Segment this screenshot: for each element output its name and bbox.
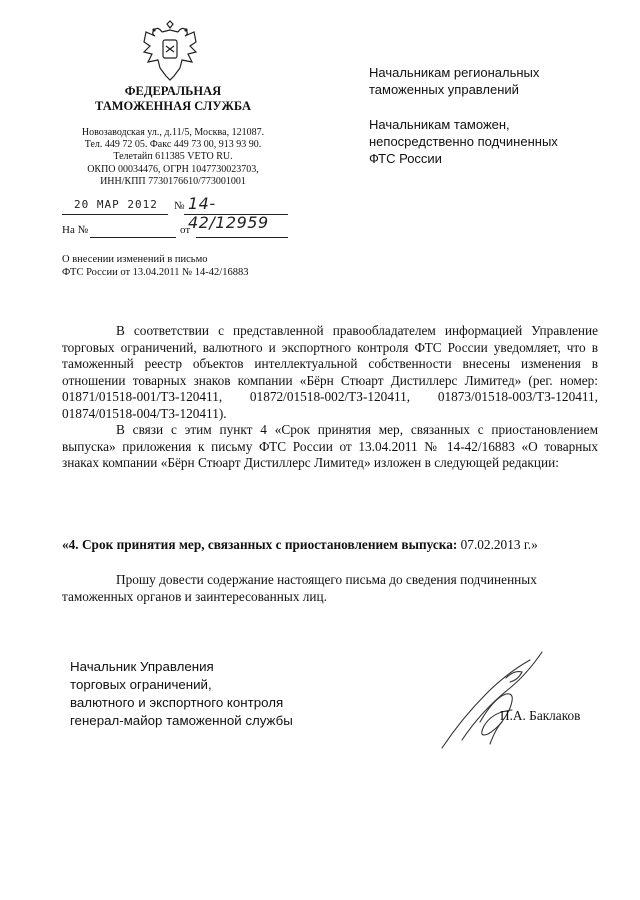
- subject-line: О внесении изменений в письмо: [62, 254, 208, 265]
- recipient-line: Начальникам таможен,: [369, 117, 510, 132]
- handwritten-signature-icon: [432, 648, 562, 758]
- recipient-line: непосредственно подчиненных: [369, 134, 558, 149]
- signer-name: П.А. Баклаков: [500, 708, 581, 723]
- address-line: ОКПО 00034476, ОГРН 1047730023703,: [87, 163, 259, 175]
- address-line: Тел. 449 72 05. Факс 449 73 00, 913 93 90.: [84, 139, 262, 151]
- reference-date-underline: [196, 237, 288, 238]
- amended-clause-text: «4. Срок принятия мер, связанных с приостановлением выпуска:: [62, 537, 458, 552]
- body-paragraph: Прошу довести содержание настоящего письма до сведения подчиненных таможенных органов и заинтересованных лиц.: [62, 572, 537, 604]
- address-line: Новозаводская ул., д.11/5, Москва, 121087.: [81, 127, 265, 138]
- body-paragraph: В соответствии с представленной правообладателем информацией Управление торговых ограничений, валютного и экспортного контроля ФТС России уведомляет, что в таможенный реестр объектов интеллектуальной собственности внесены изменения в отношении товарных знаков компании «Бёрн Стюарт Дистиллерс Лимитед» (рег. номер: 01871/01518-001/ТЗ-120411, 01872/01518-002/ТЗ-120411, 01873/01518-003/ТЗ-120411, 01874/01518-004/ТЗ-120411).: [62, 323, 598, 421]
- signer-title-line: валютного и экспортного контроля: [70, 695, 284, 710]
- subject-line: ФТС России от 13.04.2011 № 14-42/16883: [62, 267, 249, 278]
- address-line: ИНН/КПП 7730176610/773001001: [100, 175, 246, 187]
- signer-title: [70, 658, 320, 730]
- recipient-line: ФТС России: [369, 151, 442, 166]
- body-paragraph: В связи с этим пункт 4 «Срок принятия мер, связанных с приостановлением выпуска» приложения к письму ФТС России от 13.04.2011 № 14-42/16883 «О товарных знаках компании «Бёрн Стюарт Дистиллерс Лимитед» изложен в следующей редакции:: [62, 422, 598, 470]
- date-stamp: 20 МАР 2012: [74, 198, 158, 211]
- reference-number-label: На №: [62, 224, 89, 236]
- recipient-line: таможенных управлений: [369, 82, 519, 97]
- recipient-line: Начальникам региональных: [369, 65, 540, 80]
- signer-title-line: торговых ограничений,: [70, 677, 212, 692]
- letter-subject: [62, 253, 352, 279]
- date-underline: [62, 214, 168, 215]
- amended-clause-date: 07.02.2013 г.»: [457, 537, 538, 552]
- handwritten-number: 14-42/12959: [188, 194, 269, 232]
- reference-line: [62, 222, 288, 242]
- recipients-block: [369, 64, 619, 185]
- organization-name-line2: ТАМОЖЕННАЯ СЛУЖБА: [95, 99, 251, 113]
- amended-clause: [62, 537, 622, 553]
- organization-address: [60, 127, 286, 188]
- letter-body: [62, 323, 598, 472]
- closing-request: [62, 572, 598, 605]
- organization-name: [70, 84, 276, 114]
- number-label: №: [174, 200, 185, 212]
- address-line: Телетайп 611385 VETO RU.: [113, 151, 233, 163]
- reference-number-underline: [90, 237, 176, 238]
- signer-title-line: Начальник Управления: [70, 659, 214, 674]
- signer-title-line: генерал-майор таможенной службы: [70, 713, 293, 728]
- reference-from-label: от: [180, 224, 191, 236]
- state-emblem-icon: [140, 20, 200, 82]
- number-underline: [184, 214, 288, 215]
- organization-name-line1: ФЕДЕРАЛЬНАЯ: [124, 84, 222, 98]
